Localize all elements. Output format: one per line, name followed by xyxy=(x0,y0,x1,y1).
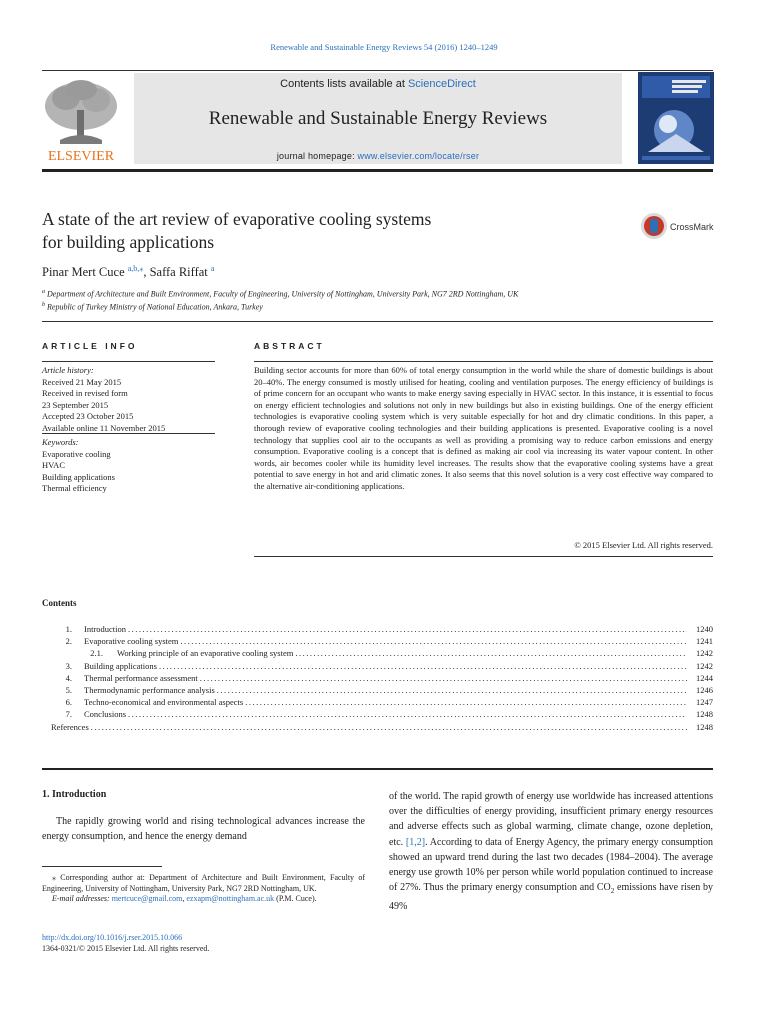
corresponding-author-footnote: ⁎ Corresponding author at: Department of Architecture and Built Environment, Faculty of Engineering, University of Nottingham, University Park, NG7 2RD Nottingham, UK. E-mail addresses: mertcuce@gmail.com, ezxapm@nottingham.ac.uk (P.M. Cuce). xyxy=(42,873,365,903)
journal-cover-thumbnail[interactable] xyxy=(638,72,714,164)
article-title-line1: A state of the art review of evaporative cooling systems xyxy=(42,209,432,229)
history-line: Received 21 May 2015 xyxy=(42,376,122,387)
elsevier-tree-icon xyxy=(40,76,122,164)
journal-homepage xyxy=(134,151,622,161)
toc-title[interactable]: Building applications xyxy=(84,660,157,671)
toc-number: 5. xyxy=(65,684,72,695)
contents-heading: Contents xyxy=(42,598,77,608)
homepage-prefix: journal homepage: xyxy=(276,151,358,161)
toc-page-number: 1248 xyxy=(696,709,713,720)
toc-entry[interactable] xyxy=(42,661,713,673)
journal-reference[interactable]: Renewable and Sustainable Energy Reviews 54 (2016) 1240–1249 xyxy=(270,42,498,52)
section-rule xyxy=(42,321,713,322)
affiliation-b: $^b$ Republic of Turkey Ministry of National Education, Ankara, Turkey xyxy=(42,301,263,312)
keyword: HVAC xyxy=(42,460,65,470)
abstract-copyright: © 2015 Elsevier Ltd. All rights reserved. xyxy=(574,540,713,550)
toc-entry[interactable] xyxy=(42,709,713,721)
author-list xyxy=(42,264,214,280)
contents-available xyxy=(134,78,622,90)
journal-title: Renewable and Sustainable Energy Reviews xyxy=(208,108,548,129)
intro-paragraph-right: of the world. The rapid growth of energy use worldwide has increased attentions over the difficulties of energy providing, insufficient primary energy resources and adverse effects such as global warming, climate change, ozone depletion, etc. [1,2]. According to data of Energy Agency, the primary energy consumption showed an upward trend during the last two decades (1984–2004). The average energy use growth 10% per person while world population continued to increase of 27%. Thus the primary energy consumption and $CO_2$ emissions have risen by 49% xyxy=(389,791,714,913)
table-of-contents xyxy=(42,624,713,734)
toc-leader-dots xyxy=(159,661,687,671)
toc-leader-dots xyxy=(91,722,687,732)
toc-title[interactable]: Thermodynamic performance analysis xyxy=(84,684,215,695)
keyword: Evaporative cooling xyxy=(42,448,111,459)
toc-title[interactable]: Techno-economical and environmental aspects xyxy=(84,697,244,708)
doi-block xyxy=(42,932,209,954)
toc-number: 6. xyxy=(65,697,72,708)
email-link[interactable]: ezxapm@nottingham.ac.uk xyxy=(186,894,275,903)
article-info-rule xyxy=(42,433,215,434)
toc-page-number: 1241 xyxy=(696,636,713,647)
toc-leader-dots xyxy=(200,673,687,683)
crossmark-button[interactable] xyxy=(640,212,714,240)
article-title-line2: for building applications xyxy=(42,232,215,252)
contents-bottom-rule xyxy=(42,768,713,770)
abstract-text: Building sector accounts for more than 60% of total energy consumption in the world while the share of domestic buildings is about 20–40%. The energy consumed is mostly utilised for heating, cooling and ventilation purposes. The energy efficiency of buildings is of prime concern for an occupant who wants to make energy saving especially in HVAC sector. In this instance, it is essential to focus on energy efficient technologies and solutions not only in new buildings but also in existing buildings. One of the energy efficient technologies is evaporative cooling system which is very suitable especially for hot and dry climatic conditions. In this paper, a thorough review of evaporative cooling technologies and their building applications is presented. Evaporative cooling is a novel technology that supplies cool air to the occupants as well as providing a promising way to reduce carbon emissions and energy consumption. Evaporative cooling is a concept that is defined as making air cool via increasing its water vapour content. In other words, air becomes cooler while its humidity level increases. The results show that the evaporative cooling systems have a great potential to save energy in hot and arid climatic zones. It also seems that this novel solution is a very cost effective way compared to the alternative air-conditioning applications. xyxy=(254,365,713,491)
article-title xyxy=(42,208,602,254)
sciencedirect-link[interactable]: ScienceDirect xyxy=(407,78,476,90)
toc-entry[interactable] xyxy=(42,697,713,709)
author-name: Pinar Mert Cuce xyxy=(42,265,125,280)
toc-leader-dots xyxy=(295,648,687,658)
toc-leader-dots xyxy=(245,697,687,707)
history-line: Received in revised form xyxy=(42,388,128,398)
history-label: Article history: xyxy=(42,365,94,375)
keyword: Thermal efficiency xyxy=(42,483,107,493)
affiliation-a: $^a$ Department of Architecture and Built Environment, Faculty of Engineering, University of Nottingham, University Park, NG7 2RD Nottingham, UK xyxy=(42,289,519,299)
toc-page-number: 1244 xyxy=(696,672,713,683)
abstract-bottom-rule xyxy=(254,556,713,557)
toc-entry[interactable] xyxy=(42,722,713,734)
section-heading-introduction: 1. Introduction xyxy=(42,789,107,800)
toc-title[interactable]: Working principle of an evaporative cooling system xyxy=(117,648,294,659)
homepage-link[interactable]: www.elsevier.com/locate/rser xyxy=(357,151,480,161)
toc-leader-dots xyxy=(217,685,687,695)
keyword: Building applications xyxy=(42,471,115,482)
toc-leader-dots xyxy=(128,624,687,634)
crossmark-icon xyxy=(640,212,714,240)
abstract-heading: ABSTRACT xyxy=(254,341,325,351)
toc-title[interactable]: Thermal performance assessment xyxy=(84,672,198,683)
intro-paragraph-left: The rapidly growing world and rising technological advances increase the energy consumption, and hence the energy demand xyxy=(42,816,365,843)
issn-line: 1364-0321/© 2015 Elsevier Ltd. All rights reserved. xyxy=(42,944,210,953)
history-line: 23 September 2015 xyxy=(42,399,109,410)
toc-page-number: 1240 xyxy=(696,624,713,634)
keywords-label: Keywords: xyxy=(42,437,79,447)
toc-leader-dots xyxy=(128,709,687,719)
author-affil-marker[interactable]: a xyxy=(210,264,215,273)
header-bottom-rule xyxy=(42,169,713,172)
footnote-rule xyxy=(42,866,162,867)
toc-page-number: 1242 xyxy=(696,660,713,671)
toc-page-number: 1242 xyxy=(696,648,713,659)
affiliations xyxy=(42,287,518,312)
toc-number: 1. xyxy=(65,624,72,634)
toc-number: 2.1. xyxy=(90,648,103,659)
article-history xyxy=(42,365,215,434)
toc-page-number: 1248 xyxy=(696,721,713,732)
toc-number: 2. xyxy=(65,636,72,647)
article-info-rule xyxy=(42,361,215,362)
journal-cover-image xyxy=(638,72,714,164)
author-affil-marker[interactable]: a,b,⁎ xyxy=(127,264,144,273)
toc-number: 4. xyxy=(65,672,72,683)
elsevier-logo[interactable] xyxy=(40,76,122,164)
toc-title[interactable]: Conclusions xyxy=(84,709,127,720)
toc-page-number: 1247 xyxy=(696,697,713,708)
history-line: Available online 11 November 2015 xyxy=(42,422,166,433)
toc-title[interactable]: Evaporative cooling system xyxy=(84,636,179,647)
article-info-heading: ARTICLE INFO xyxy=(42,341,138,351)
doi-link[interactable]: http://dx.doi.org/10.1016/j.rser.2015.10.066 xyxy=(42,933,183,942)
toc-number: 7. xyxy=(65,709,72,720)
toc-title[interactable]: References xyxy=(51,721,89,732)
toc-entry[interactable] xyxy=(42,624,713,636)
publisher-name: ELSEVIER xyxy=(47,149,115,164)
keywords xyxy=(42,437,215,495)
toc-entry[interactable] xyxy=(42,648,713,660)
toc-entry[interactable] xyxy=(42,685,713,697)
email-link[interactable]: mertcuce@gmail.com xyxy=(111,894,183,903)
author-name: Saffa Riffat xyxy=(149,265,208,280)
citation-link[interactable]: [1,2] xyxy=(405,836,426,848)
abstract-rule xyxy=(254,361,713,362)
toc-title[interactable]: Introduction xyxy=(84,624,127,634)
header-top-rule xyxy=(42,70,713,71)
history-line: Accepted 23 October 2015 xyxy=(42,411,134,421)
crossmark-label: CrossMark xyxy=(670,222,714,232)
email-label: E-mail addresses: xyxy=(52,894,112,903)
toc-number: 3. xyxy=(65,660,72,671)
toc-entry[interactable] xyxy=(42,673,713,685)
toc-leader-dots xyxy=(180,636,687,646)
toc-page-number: 1246 xyxy=(696,684,713,695)
toc-entry[interactable] xyxy=(42,636,713,648)
author-separator: , xyxy=(143,265,150,280)
contents-prefix: Contents lists available at xyxy=(280,78,408,90)
